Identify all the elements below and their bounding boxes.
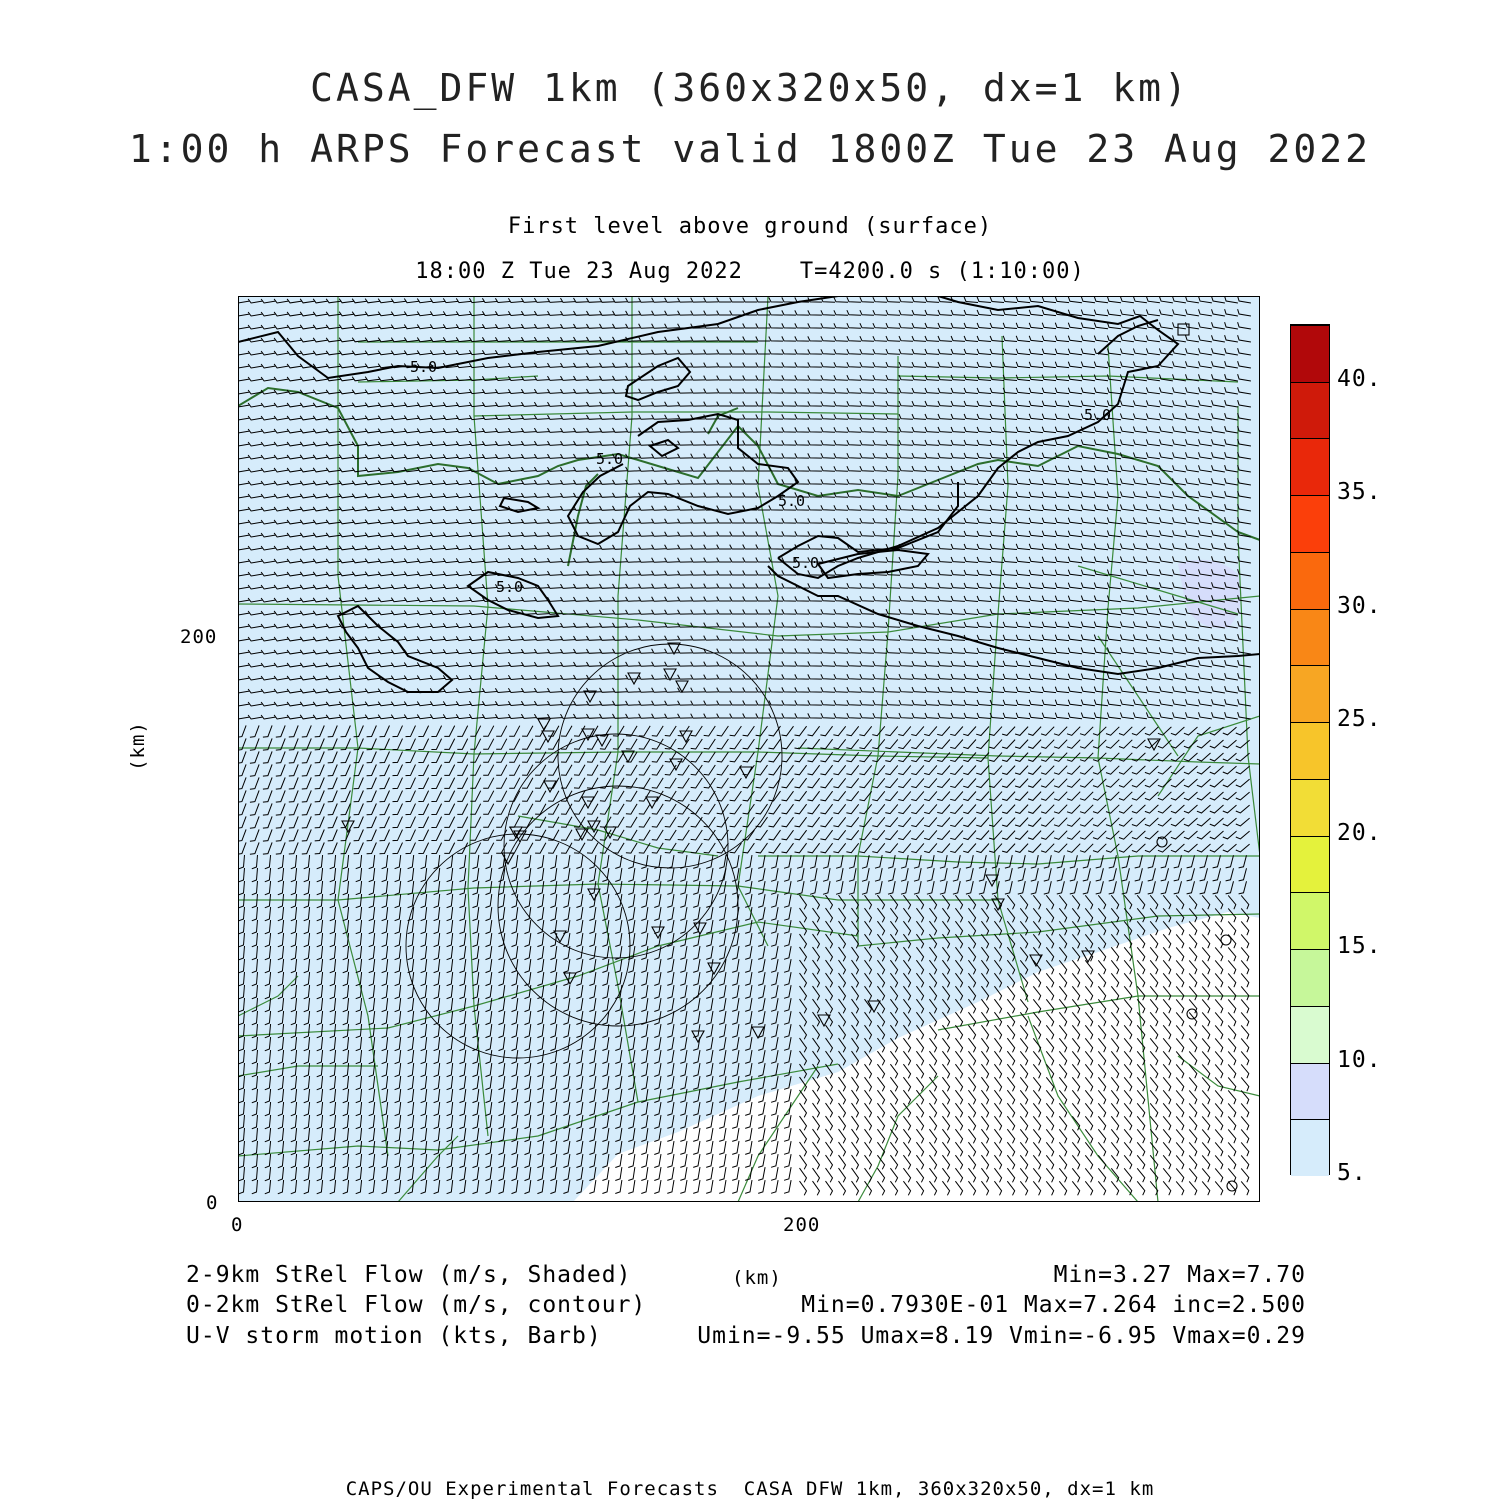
x-tick-0: 0	[231, 1214, 244, 1236]
plot-title-line1: CASA_DFW 1km (360x320x50, dx=1 km)	[310, 66, 1190, 110]
map-plot	[238, 296, 1260, 1202]
level-subtitle: First level above ground (surface)	[507, 214, 993, 239]
y-axis-label: (km)	[126, 721, 149, 771]
y-tick-0: 0	[206, 1192, 219, 1214]
time-subtitle: 18:00 Z Tue 23 Aug 2022 T=4200.0 s (1:10:00)	[415, 259, 1085, 284]
x-tick-200: 200	[783, 1214, 821, 1236]
plot-title-line2: 1:00 h ARPS Forecast valid 1800Z Tue 23 Aug 2022	[128, 127, 1372, 171]
y-tick-200: 200	[180, 626, 218, 648]
